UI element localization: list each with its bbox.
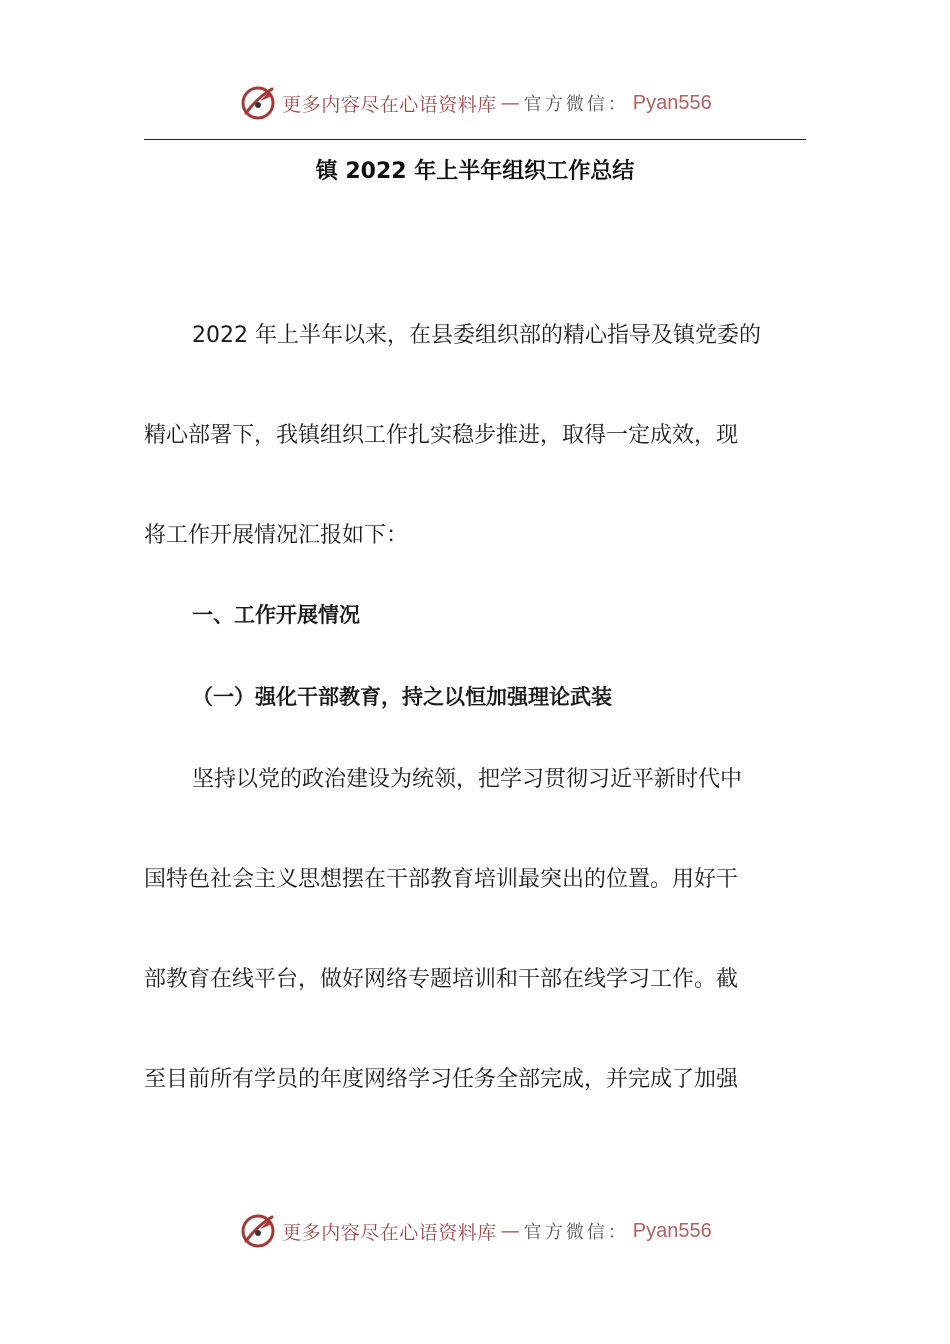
paragraph2-line1: 坚持以党的政治建设为统领，把学习贯彻习近平新时代中 [192, 767, 743, 792]
wechat-id: Pyan556 [632, 91, 712, 114]
wechat-label: 官方微信： [523, 94, 629, 115]
document-title: 镇 2022 年上半年组织工作总结 [315, 159, 635, 184]
header-divider [144, 139, 806, 140]
subsection1-heading: （一）强化干部教育，持之以恒加强理论武装 [192, 685, 612, 709]
header-brand [238, 83, 711, 123]
page-header [0, 80, 950, 126]
brand-separator: — [500, 92, 520, 114]
brand-text: 更多内容尽在心语资料库 [282, 93, 497, 116]
page-footer [0, 1208, 950, 1254]
section1-heading: 一、工作开展情况 [192, 603, 360, 627]
pen-circle-logo-icon [238, 83, 278, 123]
paragraph1-line1: 2022 年上半年以来，在县委组织部的精心指导及镇党委的 [192, 323, 761, 348]
paragraph2-line3: 部教育在线平台，做好网络专题培训和干部在线学习工作。截 [144, 967, 739, 992]
footer-wechat-label: 官方微信： [523, 1222, 629, 1243]
pen-circle-logo-icon [238, 1211, 278, 1251]
footer-wechat-id: Pyan556 [632, 1219, 712, 1242]
paragraph1-line3: 将工作开展情况汇报如下： [144, 523, 409, 548]
footer-brand [238, 1211, 711, 1251]
paragraph1-line2: 精心部署下，我镇组织工作扎实稳步推进，取得一定成效，现 [144, 423, 739, 448]
paragraph2-line4: 至目前所有学员的年度网络学习任务全部完成，并完成了加强 [144, 1067, 739, 1092]
paragraph2-line2: 国特色社会主义思想摆在干部教育培训最突出的位置。用好干 [144, 867, 739, 892]
footer-brand-text: 更多内容尽在心语资料库 [282, 1221, 497, 1244]
footer-brand-separator: — [500, 1220, 520, 1242]
